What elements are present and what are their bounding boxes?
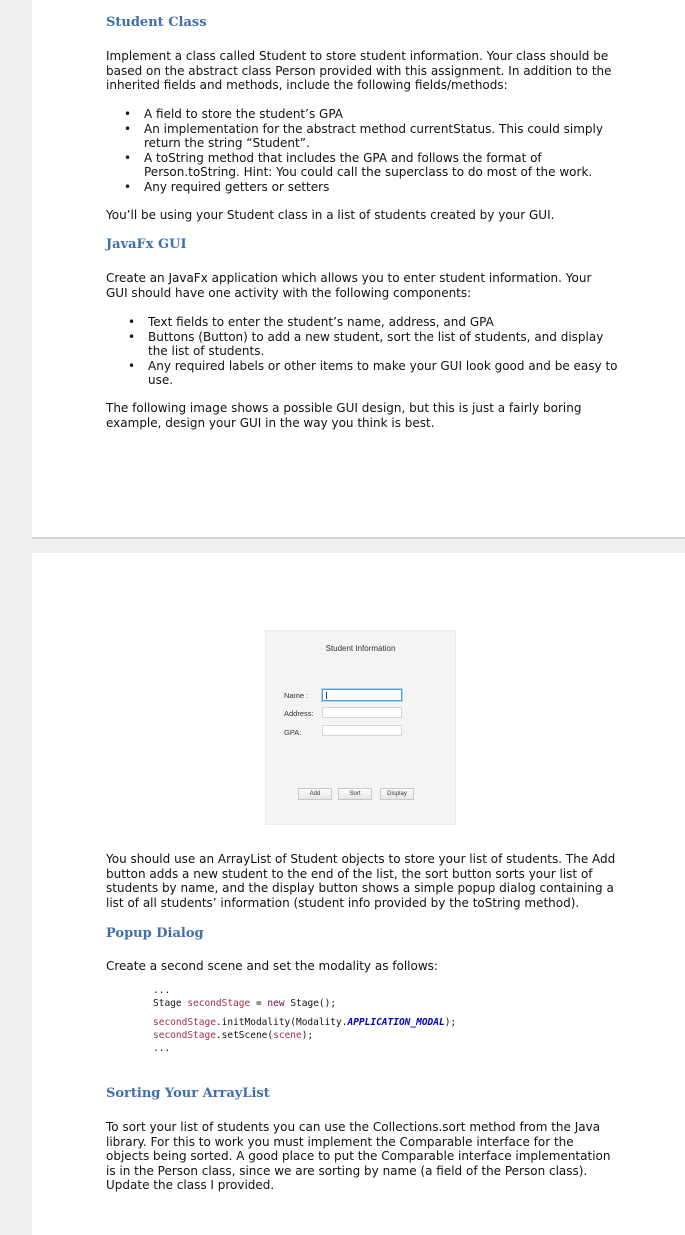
code-ellipsis: ... — [153, 985, 171, 996]
list-item: • Any required getters or setters — [144, 180, 614, 195]
gui-outro-paragraph: The following image shows a possible GUI design, but this is just a fairly boring example, design your GUI in the way you think is best. — [106, 401, 582, 430]
student-outro-paragraph: You’ll be using your Student class in a list of students created by your GUI. — [106, 208, 555, 222]
arraylist-paragraph: You should use an ArrayList of Student objects to store your list of students. The Add button adds a new student to the end of the list, the sort button sorts your list of students by name, and the display button shows a simple popup dialog containing a list of all students’ information (student info provided by the toString method). — [106, 852, 616, 910]
heading-sorting-arraylist: Sorting Your ArrayList — [106, 1086, 270, 1101]
student-intro-paragraph: Implement a class called Student to store student information. Your class should be based on the abstract class Person provided with this assignment. In addition to the inherited fields and methods, include the following fields/methods: — [106, 49, 612, 92]
popup-intro-paragraph: Create a second scene and set the modality as follows: — [106, 959, 438, 973]
gui-mock-address-field — [322, 707, 402, 718]
list-item: • Any required labels or other items to make your GUI look good and be easy to use. — [148, 359, 618, 388]
gui-mock-name-label: Name : — [284, 691, 309, 700]
heading-student-class: Student Class — [106, 15, 207, 30]
list-item: • Text fields to enter the student’s name, address, and GPA — [148, 315, 618, 330]
code-line-1: Stage secondStage = new Stage(); — [153, 998, 337, 1009]
list-item: • An implementation for the abstract method currentStatus. This could simply return the string “Student”. — [144, 122, 614, 151]
gui-mock-address-label: Address: — [284, 709, 314, 718]
gui-mock-add-button: Add — [298, 788, 332, 800]
text-caret — [326, 692, 327, 699]
code-line-2: secondStage.initModality(Modality.APPLICATION_MODAL); — [153, 1017, 457, 1028]
gui-components-list — [148, 315, 618, 388]
code-block — [153, 984, 573, 1055]
list-item: • A toString method that includes the GPA and follows the format of Person.toString. Hint: You could call the superclass to do most of the work. — [144, 151, 614, 180]
list-item: • Buttons (Button) to add a new student, sort the list of students, and display the list of students. — [148, 330, 618, 359]
heading-popup-dialog: Popup Dialog — [106, 926, 204, 941]
gui-intro-paragraph: Create an JavaFx application which allows you to enter student information. Your GUI should have one activity with the following components: — [106, 271, 592, 300]
code-ellipsis-end: ... — [153, 1043, 171, 1054]
list-item: • A field to store the student’s GPA — [144, 107, 614, 122]
code-line-3: secondStage.setScene(scene); — [153, 1030, 314, 1041]
student-fields-list — [144, 107, 614, 194]
gui-mock-gpa-field — [322, 725, 402, 736]
gui-mock-display-button: Display — [380, 788, 414, 800]
gui-mockup-image — [265, 630, 456, 825]
gui-mock-sort-button: Sort — [338, 788, 372, 800]
document-page-1 — [32, 0, 685, 537]
gui-mock-name-field — [322, 689, 402, 701]
gui-mock-title: Student Information — [325, 644, 396, 653]
document-page-2 — [32, 553, 685, 1235]
heading-javafx-gui: JavaFx GUI — [106, 237, 187, 252]
gui-mock-gpa-label: GPA: — [284, 728, 302, 737]
sorting-paragraph: To sort your list of students you can use the Collections.sort method from the Java library. For this to work you must implement the Comparable interface for the objects being sorted. A good place to put the Comparable interface implementation is in the Person class, since we are sorting by name (a field of the Person class). Update the class I provided. — [106, 1120, 611, 1192]
page-separator — [32, 537, 685, 539]
